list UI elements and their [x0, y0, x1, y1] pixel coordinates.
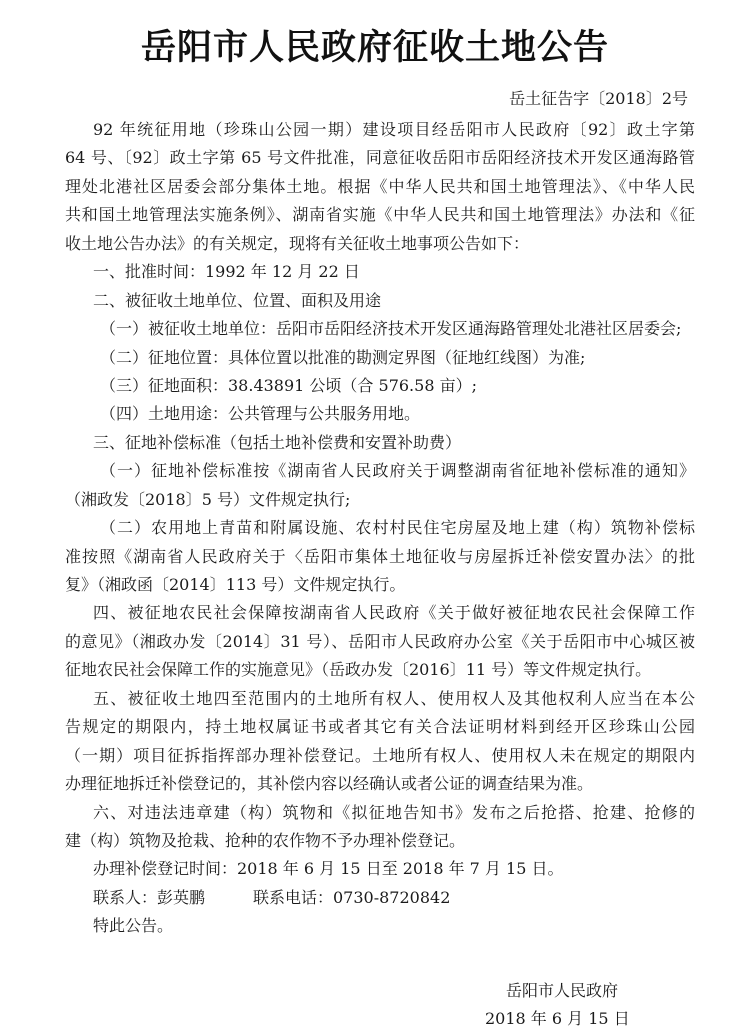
- issuer-signature: 岳阳市人民政府: [506, 981, 619, 1000]
- text-line: 92 年统征用地（珍珠山公园一期）建设项目经岳阳市人民政府〔92〕政土字第: [93, 120, 695, 139]
- notice-title: 岳阳市人民政府征收土地公告: [140, 28, 609, 68]
- text-line: 64 号、〔92〕政土字第 65 号文件批准，同意征收岳阳市岳阳经济技术开发区通海路管: [65, 148, 695, 168]
- text-line: 五、被征收土地四至范围内的土地所有权人、使用权人及其他权利人应当在本公: [93, 688, 695, 708]
- text-line: 二、被征收土地单位、位置、面积及用途: [93, 290, 382, 310]
- text-line: （三）征地面积：38.43891 公顷（合 576.58 亩）;: [100, 375, 477, 395]
- paragraph: [65, 912, 695, 940]
- text-line: 理处北港社区居委会部分集体土地。根据《中华人民共和国土地管理法》、《中华人民: [65, 176, 695, 196]
- text-line: 四、被征地农民社会保障按湖南省人民政府《关于做好被征地农民社会保障工作: [93, 603, 695, 623]
- paragraph: [65, 258, 695, 286]
- notice-body: [65, 116, 695, 941]
- text-line: 复》（湘政函〔2014〕113 号）文件规定执行。: [65, 575, 406, 594]
- paragraph: [65, 855, 695, 883]
- text-line: 建（构）筑物及抢栽、抢种的农作物不予办理补偿登记。: [65, 830, 466, 850]
- text-line: （一）征地补偿标准按《湖南省人民政府关于调整湖南省征地补偿标准的通知》: [100, 461, 695, 481]
- document-number: 岳土征告字〔2018〕2号: [509, 89, 688, 108]
- text-line: 准按照《湖南省人民政府关于〈岳阳市集体土地征收与房屋拆迁补偿安置办法〉的批: [65, 546, 695, 566]
- text-line: （湘政发〔2018〕5 号）文件规定执行;: [65, 489, 351, 509]
- text-line: 联系人：彭英鹏 联系电话：0730-8720842: [93, 887, 451, 907]
- paragraph: [65, 429, 695, 457]
- text-line: （二）征地位置：具体位置以批准的勘测定界图（征地红线图）为准;: [100, 347, 586, 367]
- text-line: （一）被征收土地单位：岳阳市岳阳经济技术开发区通海路管理处北港社区居委会;: [100, 319, 682, 339]
- paragraph: [65, 287, 695, 315]
- text-line: 办理征地拆迁补偿登记的，其补偿内容以经确认或者公证的调查结果为准。: [65, 774, 594, 794]
- paragraph: [65, 685, 695, 799]
- paragraph: [65, 344, 695, 372]
- paragraph: [65, 372, 695, 400]
- text-line: 收土地公告办法》的有关规定，现将有关征收土地事项公告如下：: [65, 233, 530, 253]
- text-line: 征地农民社会保障工作的实施意见》（岳政办发〔2016〕11 号）等文件规定执行。: [65, 660, 652, 680]
- paragraph: [65, 400, 695, 428]
- text-line: （二）农用地上青苗和附属设施、农村村民住宅房屋及地上建（构）筑物补偿标: [100, 518, 695, 538]
- paragraph: [65, 315, 695, 343]
- text-line: 告规定的期限内，持土地权属证书或者其它有关合法证明材料到经开区珍珠山公园: [65, 717, 695, 737]
- text-line: 三、征地补偿标准（包括土地补偿费和安置补助费）: [93, 432, 462, 452]
- text-line: 共和国土地管理法实施条例》、湖南省实施《中华人民共和国土地管理法》办法和《征: [65, 205, 695, 225]
- paragraph: [65, 514, 695, 599]
- text-line: （四）土地用途：公共管理与公共服务用地。: [100, 404, 421, 424]
- paragraph: [65, 457, 695, 514]
- text-line: 特此公告。: [93, 916, 174, 936]
- paragraph: [65, 599, 695, 684]
- paragraph: [65, 884, 695, 912]
- issue-date: 2018 年 6 月 15 日: [485, 1009, 630, 1028]
- paragraph: [65, 799, 695, 856]
- text-line: 一、批准时间：1992 年 12 月 22 日: [93, 262, 360, 282]
- text-line: 的意见》（湘政办发〔2014〕31 号）、岳阳市人民政府办公室《关于岳阳市中心城区被: [65, 631, 695, 651]
- text-line: 办理补偿登记时间：2018 年 6 月 15 日至 2018 年 7 月 15 日。: [93, 859, 564, 879]
- text-line: 六、对违法违章建（构）筑物和《拟征地告知书》发布之后抢搭、抢建、抢修的: [93, 802, 695, 822]
- text-line: （一期）项目征拆指挥部办理补偿登记。土地所有权人、使用权人未在规定的期限内: [65, 745, 695, 765]
- paragraph: [65, 116, 695, 258]
